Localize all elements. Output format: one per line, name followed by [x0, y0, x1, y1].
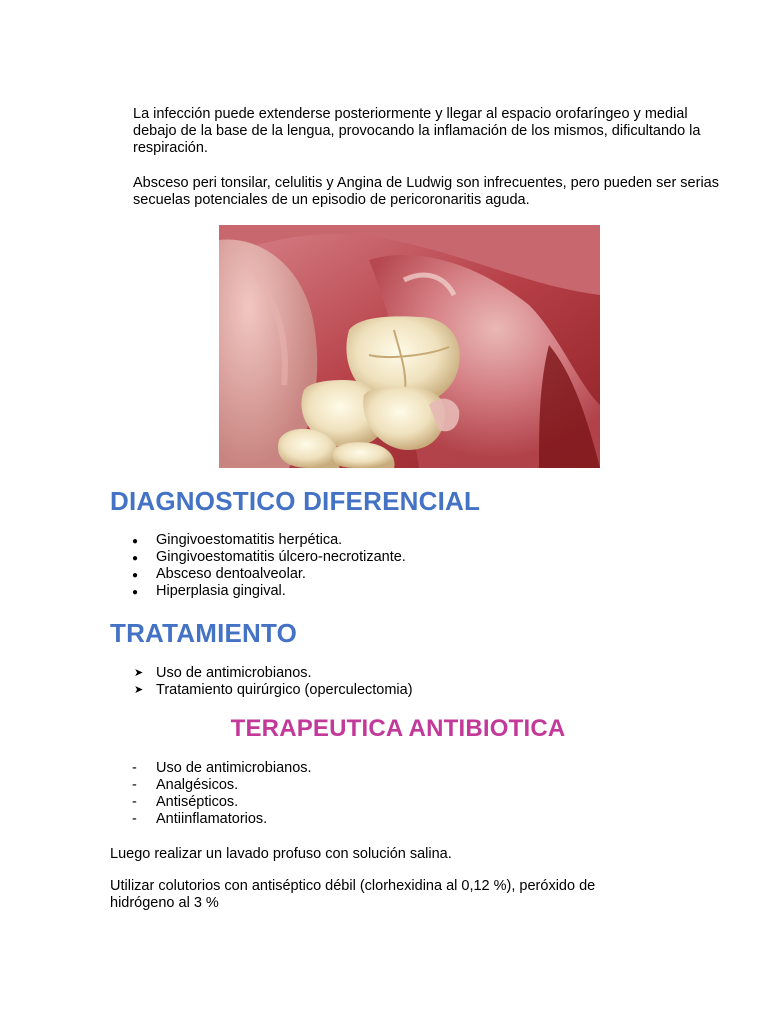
bullet-icon: ●: [132, 553, 139, 564]
dash-bullet-icon: -: [132, 760, 137, 776]
list-item: [132, 532, 406, 549]
tratamiento-list: [132, 665, 413, 699]
tratamiento-heading: TRATAMIENTO: [110, 618, 298, 648]
list-item-text: Analgésicos.: [156, 777, 239, 793]
intro-paragraph-complications: Absceso peri tonsilar, celulitis y Angina de Ludwig son infrecuentes, pero pueden ser serias secuelas potenciales de un episodio de pericoronaritis aguda.: [133, 175, 719, 208]
bullet-icon: ●: [132, 587, 139, 598]
list-item: [132, 794, 312, 811]
list-item-text: Uso de antimicrobianos.: [156, 760, 312, 776]
closing-paragraph-colutorios: Utilizar colutorios con antiséptico débil (clorhexidina al 0,12 %), peróxido de hidrógeno al 3 %: [110, 878, 596, 911]
bullet-icon: ●: [132, 536, 139, 547]
dash-bullet-icon: -: [132, 794, 137, 810]
list-item-text: Gingivoestomatitis herpética.: [156, 532, 343, 548]
list-item: [132, 760, 312, 777]
diagnostico-list: [132, 532, 406, 600]
list-item: [132, 777, 312, 794]
list-item: [132, 566, 406, 583]
list-item-text: Gingivoestomatitis úlcero-necrotizante.: [156, 549, 406, 565]
list-item-text: Hiperplasia gingival.: [156, 583, 286, 599]
list-item-text: Uso de antimicrobianos.: [156, 665, 312, 681]
diagnostico-heading: DIAGNOSTICO DIFERENCIAL: [110, 486, 481, 516]
list-item: [132, 682, 413, 699]
arrow-bullet-icon: ➤: [134, 684, 144, 696]
dash-bullet-icon: -: [132, 811, 137, 827]
bullet-icon: ●: [132, 570, 139, 581]
terapeutica-list: [132, 760, 312, 828]
closing-paragraph-lavado: Luego realizar un lavado profuso con solución salina.: [110, 846, 452, 862]
list-item-text: Antiinflamatorios.: [156, 811, 268, 827]
list-item-text: Absceso dentoalveolar.: [156, 566, 306, 582]
dash-bullet-icon: -: [132, 777, 137, 793]
list-item: [132, 811, 312, 828]
list-item-text: Tratamiento quirúrgico (operculectomia): [156, 682, 413, 698]
list-item-text: Antisépticos.: [156, 794, 239, 810]
clinical-photo-pericoronitis: [219, 225, 600, 468]
list-item: [132, 549, 406, 566]
list-item: [132, 583, 406, 600]
list-item: [132, 665, 413, 682]
intro-paragraph-infection: La infección puede extenderse posteriormente y llegar al espacio orofaríngeo y medial debajo de la base de la lengua, provocando la inflamación de los mismos, dificultando la respiración.: [133, 106, 701, 156]
terapeutica-heading: TERAPEUTICA ANTIBIOTICA: [230, 715, 566, 742]
arrow-bullet-icon: ➤: [134, 667, 144, 679]
